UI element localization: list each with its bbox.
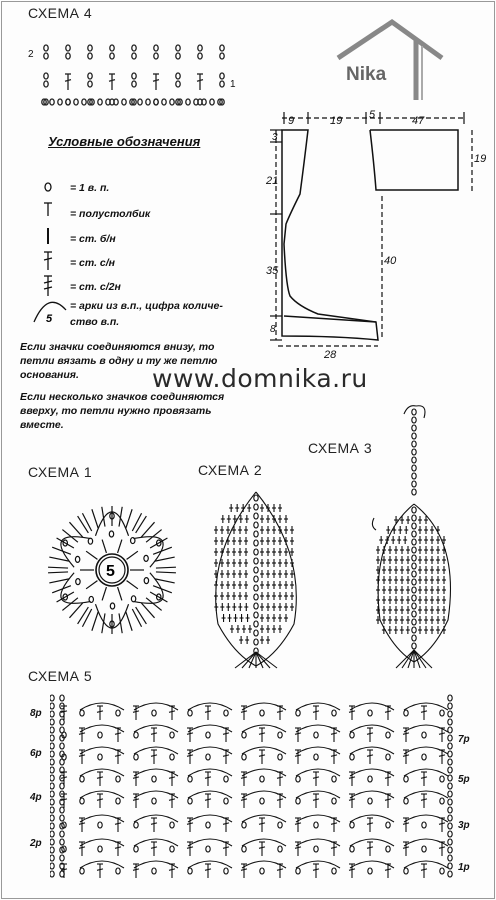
legend-item-sc: = ст. б/н: [70, 233, 116, 245]
legend-item-half-dc: = полустолбик: [70, 208, 151, 220]
legend-item-tr: = ст. с/2н: [70, 281, 121, 293]
double-crochet-icon: [44, 252, 52, 270]
legend-item-chain: = 1 в. п.: [70, 182, 110, 194]
dim-top-9: 9: [288, 115, 295, 127]
scheme-1-title: СХЕМА 1: [28, 464, 93, 480]
dim-top-47: 47: [412, 115, 425, 127]
scheme-5-row-4: 4р: [30, 792, 42, 803]
scheme-5-row-1: 1р: [458, 862, 470, 873]
legend-note-1: Если значки соединяются внизу, то петли вязать в одну и ту же петлю основания.: [20, 341, 218, 381]
scheme-5-title: СХЕМА 5: [28, 668, 93, 684]
dim-top-5: 5: [369, 109, 376, 121]
treble-crochet-icon: [44, 276, 52, 296]
scheme-1-flower-diagram: [32, 490, 202, 650]
legend-item-dc: = ст. с/н: [70, 257, 116, 269]
scheme-5-row-7: 7р: [458, 734, 470, 745]
legend-item-arch-2: ство в.п.: [70, 316, 120, 328]
dim-top-19: 19: [330, 115, 343, 127]
dim-bottom-28: 28: [324, 349, 337, 361]
dim-left-21: 21: [266, 175, 279, 187]
scheme-5-row-8: 8р: [30, 708, 42, 719]
legend-title: Условные обозначения: [48, 134, 201, 149]
scheme-5-edging-diagram: [50, 694, 458, 884]
scheme-3-leaf-diagram: [364, 400, 468, 674]
logo-text: Nika: [346, 64, 387, 85]
scheme-5-row-5: 5р: [458, 774, 470, 785]
scheme-5-row-3: 3р: [458, 820, 470, 831]
scheme-2-title: СХЕМА 2: [198, 462, 263, 478]
flower-center-count: 5: [106, 563, 115, 580]
legend-item-arch: = арки из в.п., цифра количе-: [70, 300, 223, 312]
nika-house-logo: [330, 16, 445, 100]
scheme-4-title: СХЕМА 4: [28, 5, 93, 21]
arch-number: 5: [46, 313, 53, 325]
legend-symbols: [32, 172, 72, 332]
pattern-drawing: [258, 104, 494, 362]
site-url-watermark: www.domnika.ru: [152, 364, 368, 393]
dim-right-19: 19: [474, 153, 487, 165]
scheme-4-row-label-2: 2: [28, 49, 34, 60]
scheme-4-row-label-1: 1: [230, 79, 236, 90]
dim-left-35: 35: [266, 265, 279, 277]
scheme-5-row-2: 2р: [30, 838, 42, 849]
chain-stitch-icon: [45, 183, 51, 191]
scheme-3-title: СХЕМА 3: [308, 440, 373, 456]
dim-left-8: 8: [270, 324, 276, 335]
half-double-crochet-icon: [44, 203, 52, 216]
legend-note-2: Если несколько значков соединяются вверху, то петли нужно провязать вместе.: [20, 391, 225, 431]
dim-left-3: 3: [272, 132, 278, 143]
scheme-2-leaf-diagram: [204, 484, 310, 672]
scheme-5-row-6: 6р: [30, 748, 42, 759]
dim-right-40: 40: [384, 255, 397, 267]
scheme-4-diagram: [36, 38, 232, 110]
